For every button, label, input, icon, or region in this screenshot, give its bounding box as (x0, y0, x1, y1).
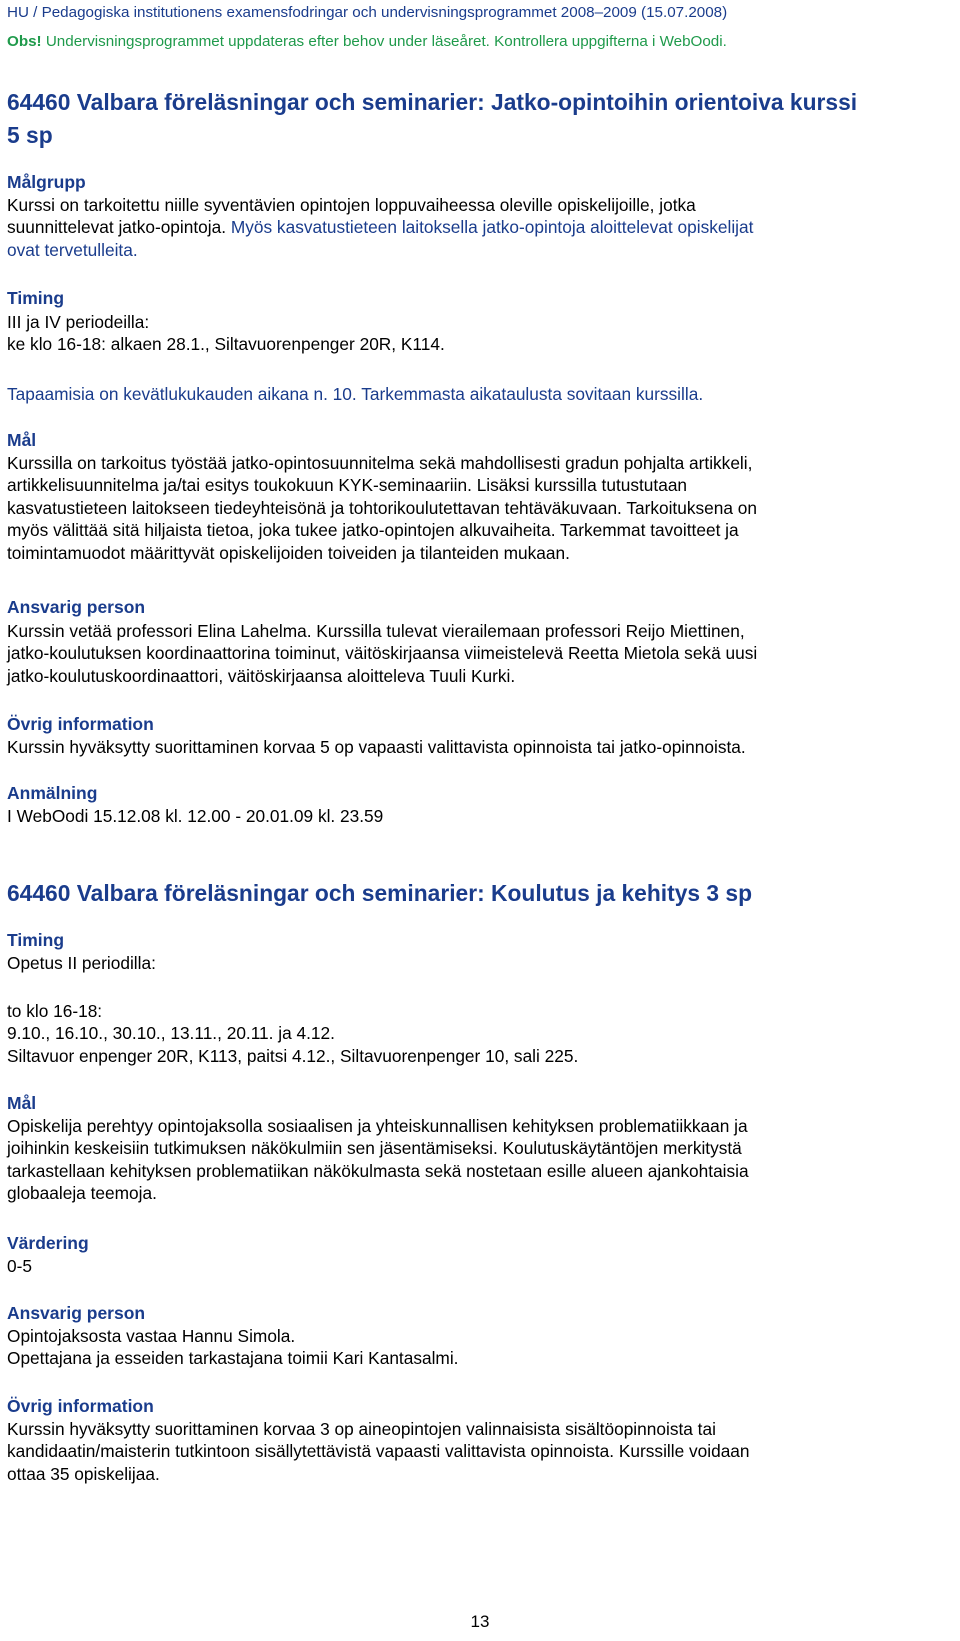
update-notice-text: Undervisningsprogrammet uppdateras efter behov under läseåret. Kontrollera uppgifterna i WebOodi. (41, 33, 727, 50)
course-title: 64460 Valbara föreläsningar och seminarier: Koulutus ja kehitys 3 sp (7, 880, 752, 906)
section-label-timing: Timing (7, 288, 65, 308)
text-line: kasvatustieteen laitokseen tiedeyhteisönä ja tohtorikoulutettavan tehtäväkuvaan. Tarkoituksena on (7, 497, 757, 518)
text-line: Kurssin vetää professori Elina Lahelma. Kurssilla tulevat vierailemaan professori Reijo Miettinen, (7, 621, 745, 641)
text-line: Kurssin hyväksytty suorittaminen korvaa 5 op vapaasti valittavista opinnoista tai jatko-opinnoista. (7, 737, 746, 757)
section-text-malgrupp (7, 194, 947, 261)
text-line: Kurssilla on tarkoitus työstää jatko-opintosuunnitelma sekä mahdollisesti gradun pohjalta artikkeli, (7, 453, 753, 473)
page-number: 13 (470, 1612, 490, 1631)
text-line: toimintamuodot määrittyvät opiskelijoiden toiveiden ja tilanteiden mukaan. (7, 542, 570, 563)
section-text-mal (7, 452, 947, 564)
section-label-malgrupp: Målgrupp (7, 172, 86, 192)
section-text-mal (7, 1115, 947, 1205)
section-text-anmalning (7, 805, 947, 827)
section-label-ansvarig: Ansvarig person (7, 597, 146, 617)
section-text-ovrig (7, 736, 947, 758)
text-line: 9.10., 16.10., 30.10., 13.11., 20.11. ja 4.12. (7, 1023, 335, 1044)
section-text-timing (7, 311, 947, 356)
text-line: 0-5 (7, 1256, 32, 1276)
text-line: jatko-koulutuskoordinaattori, väitöskirjaansa aloitteleva Tuuli Kurki. (7, 665, 516, 686)
text-line: Kurssin hyväksytty suorittaminen korvaa 3 op aineopintojen valinnaisista sisältöopinnoista tai (7, 1419, 716, 1439)
section-text-timing-schedule (7, 1000, 947, 1067)
section-label-ovrig: Övrig information (7, 714, 154, 734)
text-line: Tapaamisia on kevätlukukauden aikana n. 10. Tarkemmasta aikataulusta sovitaan kurssilla. (7, 384, 704, 404)
text-line: artikkelisuunnitelma ja/tai esitys toukokuun KYK-seminaariin. Lisäksi kurssilla tutustutaan (7, 475, 688, 496)
text-segment: Myös kasvatustieteen laitoksella jatko-opintoja aloittelevat opiskelijat (226, 217, 754, 238)
section-text-ansvarig (7, 1325, 947, 1370)
course-title-line: 64460 Valbara föreläsningar och seminarier: Jatko-opintoihin orientoiva kurssi (7, 89, 858, 115)
section-label-mal: Mål (7, 430, 37, 450)
section-label-vardering: Värdering (7, 1233, 89, 1253)
text-line: Kurssi on tarkoitettu niille syventävien opintojen loppuvaiheessa oleville opiskelijoille, jotka (7, 195, 696, 215)
text-segment: suunnittelevat jatko-opintoja. (7, 217, 227, 238)
text-line: jatko-koulutuksen koordinaattorina toiminut, väitöskirjaansa viimeistelevä Reetta Mietola sekä uusi (7, 643, 758, 664)
section-label-anmalning: Anmälning (7, 783, 98, 803)
text-line (7, 216, 947, 238)
text-line: I WebOodi 15.12.08 kl. 12.00 - 20.01.09 kl. 23.59 (7, 806, 384, 826)
section-text-vardering (7, 1255, 947, 1277)
text-line: Opintojaksosta vastaa Hannu Simola. (7, 1326, 296, 1346)
section-label-ansvarig: Ansvarig person (7, 1303, 146, 1323)
text-line: kandidaatin/maisterin tutkintoon sisällytettävistä vapaasti valittavista opinnoista. Kurssille voidaan (7, 1441, 750, 1462)
section-text-timing (7, 952, 947, 974)
text-line: globaaleja teemoja. (7, 1183, 157, 1204)
section-label-mal: Mål (7, 1093, 37, 1113)
text-line: tarkastellaan kehityksen problematiikan näkökulmasta sekä nostetaan esille alueen ajankohtaisia (7, 1160, 749, 1181)
text-line: Opetus II periodilla: (7, 953, 156, 973)
text-line: III ja IV periodeilla: (7, 312, 150, 332)
section-label-ovrig: Övrig information (7, 1396, 154, 1416)
text-line: ovat tervetulleita. (7, 239, 138, 260)
section-label-timing: Timing (7, 930, 65, 950)
text-line: ke klo 16-18: alkaen 28.1., Siltavuorenpenger 20R, K114. (7, 334, 445, 355)
document-header: HU / Pedagogiska institutionens examensfodringar och undervisningsprogrammet 2008–2009 (15.07.2008) (7, 4, 728, 21)
text-line: Opettajana ja esseiden tarkastajana toimii Kari Kantasalmi. (7, 1348, 459, 1369)
course-title-line: 5 sp (7, 122, 53, 148)
course-title (7, 86, 947, 152)
obs-label: Obs! (7, 33, 42, 50)
text-line: myös välittää sitä hiljaista tietoa, joka tukee jatko-opintojen alkuvaiheita. Tarkemmat tavoitteet ja (7, 520, 739, 541)
text-line: Siltavuor enpenger 20R, K113, paitsi 4.12., Siltavuorenpenger 10, sali 225. (7, 1045, 579, 1066)
section-text-ansvarig (7, 620, 947, 687)
text-line: Opiskelija perehtyy opintojaksolla sosiaalisen ja yhteiskunnallisen kehityksen problematiikkaan ja (7, 1116, 748, 1136)
section-text-timing-note (7, 383, 947, 405)
text-line: ottaa 35 opiskelijaa. (7, 1463, 160, 1484)
text-line: to klo 16-18: (7, 1001, 103, 1021)
section-text-ovrig (7, 1418, 947, 1485)
text-line: joihinkin keskeisiin tutkimuksen näkökulmiin sen jäsentämiseksi. Koulutuskäytäntöjen merkitystä (7, 1138, 742, 1159)
update-notice (7, 33, 727, 51)
